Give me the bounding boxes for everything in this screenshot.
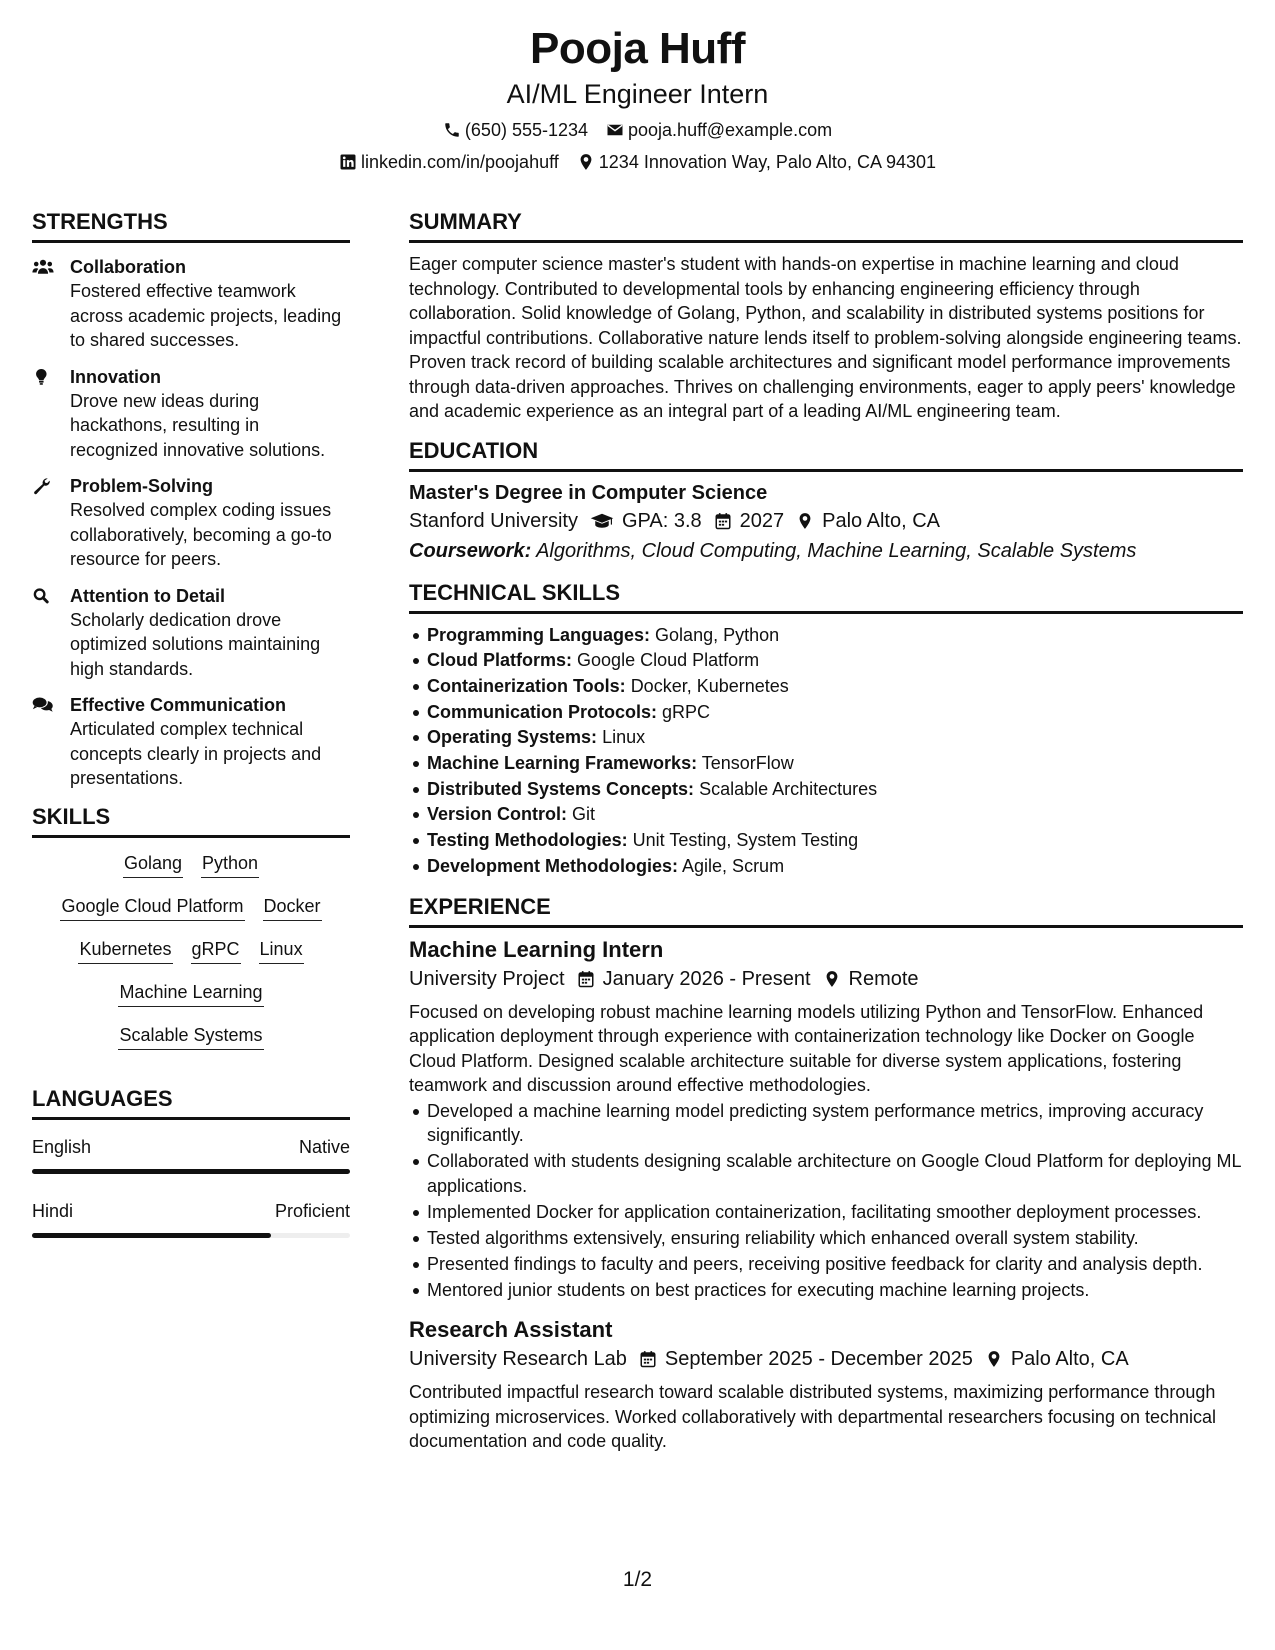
- list-item: Tested algorithms extensively, ensuring reliability which enhanced overall system stability.: [409, 1226, 1243, 1251]
- contact-row-1: [0, 117, 1275, 143]
- map-marker-icon: [577, 153, 595, 171]
- strength-title: Collaboration: [70, 257, 186, 277]
- list-item: [409, 725, 1243, 751]
- language-proficiency-bar: [32, 1169, 350, 1174]
- coursework-line: [409, 536, 1243, 566]
- skill-value: Git: [572, 804, 596, 825]
- skill-label: Testing Methodologies:: [427, 830, 628, 851]
- list-item: [409, 751, 1243, 777]
- email-text: pooja.huff@example.com: [628, 120, 833, 140]
- skill-label: Distributed Systems Concepts:: [427, 778, 695, 799]
- list-item: [409, 674, 1243, 700]
- job-meta: [409, 964, 1243, 994]
- list-item: Implemented Docker for application containerization, facilitating smoother deployment processes.: [409, 1200, 1243, 1225]
- envelope-icon: [606, 121, 624, 139]
- languages-heading: LANGUAGES: [32, 1085, 350, 1120]
- list-item: [409, 623, 1243, 649]
- strength-desc: Drove new ideas during hackathons, resulting in recognized innovative solutions.: [70, 390, 326, 460]
- address-text: 1234 Innovation Way, Palo Alto, CA 94301: [598, 152, 937, 172]
- strength-desc: Fostered effective teamwork across academic projects, leading to shared successes.: [70, 281, 342, 350]
- language-item: [32, 1134, 350, 1174]
- skill-value: Agile, Scrum: [682, 855, 785, 876]
- skill-label: Machine Learning Frameworks:: [427, 753, 698, 774]
- strength-desc: Resolved complex coding issues collaboratively, becoming a go-to resource for peers.: [70, 500, 332, 569]
- strength-title: Effective Communication: [70, 695, 287, 715]
- skill-value: Google Cloud Platform: [577, 650, 760, 671]
- school-name: Stanford University: [409, 509, 578, 532]
- skill-tag: Docker: [263, 893, 322, 921]
- users-icon: [32, 258, 54, 276]
- gpa-text: GPA: 3.8: [621, 509, 702, 532]
- language-level: Proficient: [274, 1200, 350, 1221]
- summary-heading: SUMMARY: [409, 208, 1243, 243]
- graduation-year: 2027: [739, 509, 785, 532]
- list-item: Collaborated with students designing scalable architecture on Google Cloud Platform for deploying ML applications.: [409, 1149, 1243, 1198]
- technical-skills-section: [409, 579, 1243, 880]
- job-entry: [409, 1316, 1243, 1454]
- map-marker-icon: [823, 970, 841, 988]
- language-proficiency-bar: [32, 1233, 350, 1238]
- job-dates: January 2026 - Present: [602, 967, 811, 990]
- summary-text: Eager computer science master's student with hands-on expertise in machine learning and cloud technology. Contributed to developmental tools by enhancing engineering efficiency through collaboration. Solid knowledge of Golang, Python, and scalability in distributed systems positions for impactful contributions. Collaborative nature lends itself to problem-solving alongside engineering teams. Proven track record of building scalable architectures and significant model performance improvements through data-driven approaches. Thrives on challenging environments, eager to apply peers' knowledge and academic experience as an integral part of a leading AI/ML engineering team.: [409, 254, 1242, 421]
- strength-item: [32, 693, 350, 791]
- job-target-title: AI/ML Engineer Intern: [506, 79, 769, 109]
- strength-item: [32, 255, 350, 353]
- language-proficiency-fill: [32, 1233, 271, 1238]
- map-marker-icon: [796, 512, 814, 530]
- skill-tag: Python: [201, 850, 259, 878]
- job-org: University Research Lab: [409, 1348, 627, 1371]
- technical-skills-heading: TECHNICAL SKILLS: [409, 579, 1243, 614]
- coursework-label: Coursework:: [409, 539, 532, 562]
- education-location: Palo Alto, CA: [822, 509, 940, 532]
- skill-tag: Scalable Systems: [118, 1022, 263, 1050]
- education-section: [409, 437, 1243, 566]
- skill-value: TensorFlow: [701, 753, 794, 774]
- list-item: Developed a machine learning model predicting system performance metrics, improving accuracy significantly.: [409, 1099, 1243, 1148]
- comments-icon: [32, 696, 54, 714]
- job-org: University Project: [409, 967, 565, 990]
- list-item: Presented findings to faculty and peers, receiving positive feedback for clarity and analysis depth.: [409, 1252, 1243, 1277]
- strengths-heading: STRENGTHS: [32, 208, 350, 243]
- job-description: Contributed impactful research toward scalable distributed systems, maximizing performance through optimizing microservices. Worked collaboratively with departmental researchers focusing on technical documentation and code quality.: [409, 1382, 1217, 1452]
- job-entry: [409, 936, 1243, 1303]
- list-item: Mentored junior students on best practices for executing machine learning projects.: [409, 1278, 1243, 1303]
- skill-tag: Google Cloud Platform: [60, 893, 244, 921]
- summary-section: [409, 208, 1243, 424]
- experience-section: [409, 893, 1243, 1454]
- email-contact[interactable]: [606, 117, 832, 143]
- skill-value: Unit Testing, System Testing: [632, 830, 859, 851]
- skill-label: Operating Systems:: [427, 727, 598, 748]
- degree-title: Master's Degree in Computer Science: [409, 481, 768, 504]
- language-name: English: [32, 1136, 92, 1157]
- candidate-name: Pooja Huff: [530, 24, 745, 73]
- language-level: Native: [298, 1136, 350, 1157]
- linkedin-icon: [339, 153, 357, 171]
- list-item: [409, 777, 1243, 803]
- job-description: Focused on developing robust machine learning models utilizing Python and TensorFlow. Enhanced application deployment through experience with containerization technology like Docker on Google Cloud Platform. Designed scalable architecture suitable for diverse system applications, fostering teamwork and discussion around effective methodologies.: [409, 1001, 1204, 1096]
- right-column: [409, 208, 1243, 1454]
- search-icon: [32, 587, 54, 605]
- skill-value: Golang, Python: [655, 624, 780, 645]
- phone-text: (650) 555-1234: [464, 120, 589, 140]
- resume-header: [0, 22, 1275, 175]
- job-location: Remote: [848, 967, 919, 990]
- technical-skills-list: [409, 623, 1243, 880]
- skills-heading: SKILLS: [32, 803, 350, 838]
- calendar-icon: [714, 512, 732, 530]
- strength-title: Innovation: [70, 366, 161, 387]
- page-number: 1/2: [622, 1568, 653, 1591]
- list-item: [409, 700, 1243, 726]
- skill-value: Scalable Architectures: [699, 778, 878, 799]
- calendar-icon: [639, 1350, 657, 1368]
- wrench-icon: [32, 477, 54, 495]
- job-title: Machine Learning Intern: [409, 936, 664, 962]
- skill-tag: Golang: [123, 850, 183, 878]
- skills-section: [32, 803, 350, 1050]
- skill-label: Version Control:: [427, 804, 568, 825]
- map-marker-icon: [985, 1350, 1003, 1368]
- address-contact: [577, 149, 936, 175]
- skill-value: Linux: [602, 727, 646, 748]
- job-bullets: [409, 1099, 1243, 1303]
- graduation-cap-icon: [590, 512, 614, 530]
- linkedin-text: linkedin.com/in/poojahuff: [360, 152, 559, 172]
- skill-tag: Kubernetes: [78, 936, 172, 964]
- coursework-text: Algorithms, Cloud Computing, Machine Learning, Scalable Systems: [536, 539, 1137, 562]
- linkedin-contact[interactable]: [339, 149, 559, 175]
- skill-value: Docker, Kubernetes: [630, 675, 789, 696]
- job-location: Palo Alto, CA: [1010, 1348, 1129, 1371]
- strengths-section: [32, 208, 350, 791]
- list-item: [409, 828, 1243, 854]
- education-heading: EDUCATION: [409, 437, 1243, 472]
- strength-item: [32, 365, 350, 463]
- job-meta: [409, 1344, 1243, 1374]
- strength-desc: Scholarly dedication drove optimized solutions maintaining high standards.: [70, 609, 321, 679]
- contact-row-2: [0, 149, 1275, 175]
- language-name: Hindi: [32, 1200, 74, 1221]
- job-title: Research Assistant: [409, 1317, 613, 1343]
- left-column: [32, 208, 350, 1262]
- list-item: [409, 854, 1243, 880]
- skill-tags: [32, 850, 350, 1050]
- language-proficiency-fill: [32, 1169, 350, 1174]
- language-item: [32, 1198, 350, 1238]
- strength-desc: Articulated complex technical concepts clearly in projects and presentations.: [70, 719, 322, 788]
- calendar-icon: [577, 970, 595, 988]
- strength-item: [32, 474, 350, 572]
- lightbulb-icon: [32, 368, 54, 386]
- skill-label: Containerization Tools:: [427, 675, 626, 696]
- skill-label: Programming Languages:: [427, 624, 651, 645]
- skill-value: gRPC: [662, 701, 711, 722]
- education-meta: [409, 506, 1243, 536]
- strength-title: Problem-Solving: [70, 476, 214, 496]
- strength-title: Attention to Detail: [70, 585, 225, 606]
- skill-tag: Linux: [259, 936, 304, 964]
- list-item: [409, 802, 1243, 828]
- skill-label: Development Methodologies:: [427, 855, 679, 876]
- skill-label: Cloud Platforms:: [427, 650, 573, 671]
- skill-tag: gRPC: [191, 936, 241, 964]
- phone-contact: [443, 117, 588, 143]
- languages-section: [32, 1085, 350, 1238]
- list-item: [409, 648, 1243, 674]
- skill-tag: Machine Learning: [118, 979, 263, 1007]
- skill-label: Communication Protocols:: [427, 701, 658, 722]
- job-dates: September 2025 - December 2025: [664, 1348, 973, 1371]
- strength-item: [32, 584, 350, 682]
- phone-icon: [443, 121, 461, 139]
- experience-heading: EXPERIENCE: [409, 893, 1243, 928]
